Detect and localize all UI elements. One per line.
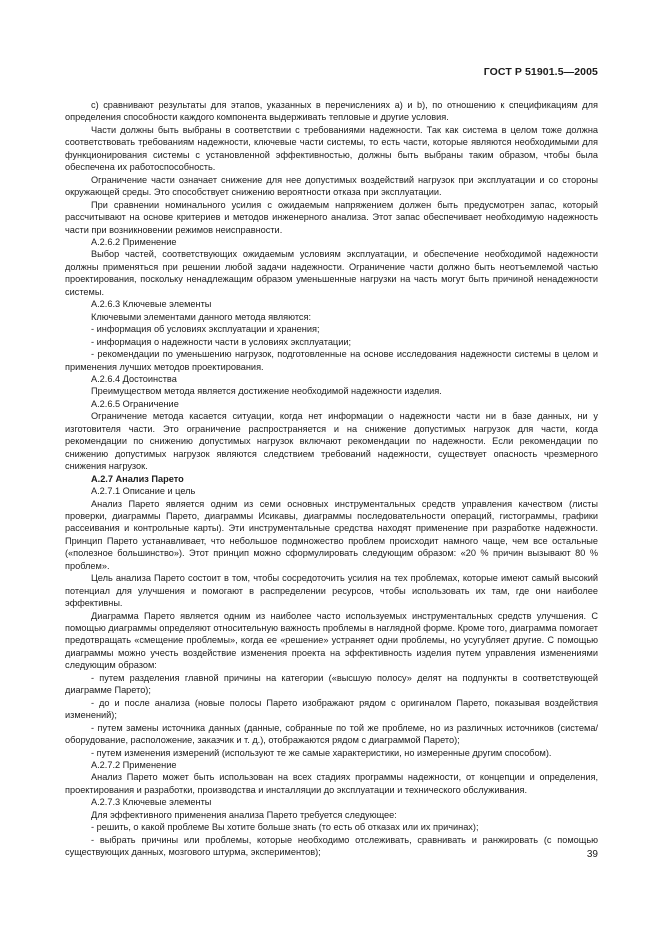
paragraph: с) сравнивают результаты для этапов, указанных в перечислениях а) и b), по отношению к спецификациям для определения способности каждого компонента выдерживать тепловые и другие условия. <box>65 100 598 123</box>
list-item: - путем разделения главной причины на категории («высшую полосу» делят на подпункты в соответствующей диаграмме Парето); <box>65 672 598 696</box>
subsection-heading: А.2.6.4 Достоинства <box>91 373 177 384</box>
list-item: - рекомендации по уменьшению нагрузок, подготовленные на основе исследования надежности системы в целом и применения лучших методов проектирования. <box>65 349 598 372</box>
paragraph: Выбор частей, соответствующих ожидаемым условиям эксплуатации, и обеспечение необходимой надежности должны применяться при решении любой задачи надежности. Ограничение части должно быть неотъемлемой частью проектирования, поскольку ненадлежащим образом уменьшенные нагрузки на часть могут быть причиной ненадежности системы. <box>65 249 598 297</box>
list-item: - информация о надежности части в условиях эксплуатации; <box>91 336 352 347</box>
subsection-heading: А.2.6.2 Применение <box>91 236 177 247</box>
list-item: - до и после анализа (новые полосы Парето изображают рядом с оригиналом Парето, показывая воздействия изменений); <box>65 697 598 721</box>
list-item: - путем замены источника данных (данные, собранные по той же проблеме, но из различных источников (система/оборудование, расположение, заказчик и т. д.), отображаются рядом с диаграммой Парето); <box>65 722 598 746</box>
list-item: - путем изменения измерений (используют те же самые характеристики, но измеренные другим способом). <box>91 747 552 758</box>
page-number: 39 <box>586 849 598 860</box>
subsection-heading: А.2.7.1 Описание и цель <box>91 486 196 497</box>
subsection-heading: А.2.6.3 Ключевые элементы <box>91 299 212 310</box>
paragraph: Ограничение части означает снижение для нее допустимых воздействий нагрузок при эксплуатации и со стороны окружающей среды. Это способствует снижению вероятности отказа при эксплуатации. <box>65 174 598 198</box>
paragraph: Ключевыми элементами данного метода являются: <box>91 311 312 322</box>
list-item: - выбрать причины или проблемы, которые необходимо отслеживать, сравнивать и ранжировать (с помощью существующих данных, мозгового штурма, экспериментов); <box>65 834 598 858</box>
paragraph: Анализ Парето является одним из семи основных инструментальных средств управления качеством (листы проверки, диаграммы Парето, диаграммы Исикавы, диаграммы последовательности операций, гистограммы, графики рассеивания и контрольные карты). Эти инструментальные средства находят применение при разработке надежности. Принцип Парето устанавливает, что небольшое подмножество проблем происходит намного чаще, чем все остальные («полезное большинство»). Этот принцип можно сформулировать следующим образом: «20 % причин вызывают 80 % проблем». <box>65 498 598 571</box>
paragraph: При сравнении номинального усилия с ожидаемым напряжением должен быть предусмотрен запас, который рассчитывают на основе критериев и методов инженерного анализа. Этот запас обеспечивает необходимую надежность части при возникновении режимов неисправности. <box>65 199 598 235</box>
subsection-heading: А.2.7.3 Ключевые элементы <box>91 797 212 808</box>
section-heading: А.2.7 Анализ Парето <box>91 473 184 484</box>
list-item: - информация об условиях эксплуатации и хранения; <box>91 324 320 335</box>
subsection-heading: А.2.7.2 Применение <box>91 760 177 771</box>
document-body <box>65 99 598 859</box>
paragraph: Цель анализа Парето состоит в том, чтобы сосредоточить усилия на тех проблемах, которые имеют самый высокий потенциал для улучшения и помогают в распределении ресурсов, чтобы использовать их там, где они наиболее эффективны. <box>65 573 598 609</box>
paragraph: Части должны быть выбраны в соответствии с требованиями надежности. Так как система в целом тоже должна соответствовать требованиям надежности, ключевые части системы, то есть части, которые являются необходимыми для функционирования системы с установленной эффективностью, должны быть выбраны таким образом, чтобы была обеспечена их работоспособность. <box>65 124 598 173</box>
paragraph: Диаграмма Парето является одним из наиболее часто используемых инструментальных средств улучшения. С помощью диаграммы определяют относительную важность проблемы в наглядной форме. Кроме того, диаграмма помогает предотвращать «смещение проблемы», когда ее «решение» устраняет одни проблемы, но усугубляет другие. С помощью диаграммы можно учесть воздействие изменения проекта на эффективность изделия путем управления изменениями следующим образом: <box>65 610 598 671</box>
paragraph: Ограничение метода касается ситуации, когда нет информации о надежности части ни в базе данных, ни у изготовителя части. Это ограничение распространяется и на снижение допустимых нагрузок для части, когда рекомендации по снижению допустимых нагрузок включают рекомендации по надежности. Если рекомендации по снижению допустимых нагрузок являются следствием требований надежности, существует опасность чрезмерного снижения нагрузок. <box>65 411 598 472</box>
subsection-heading: А.2.6.5 Ограничение <box>91 398 179 409</box>
paragraph: Преимуществом метода является достижение необходимой надежности изделия. <box>91 386 442 397</box>
paragraph: Для эффективного применения анализа Парето требуется следующее: <box>91 809 397 820</box>
list-item: - решить, о какой проблеме Вы хотите больше знать (то есть об отказах или их причинах); <box>91 822 479 833</box>
document-code-header: ГОСТ Р 51901.5—2005 <box>483 66 598 78</box>
paragraph: Анализ Парето может быть использован на всех стадиях программы надежности, от концепции и определения, проектирования и разработки, производства и инсталляции до эксплуатации и технического обслуживания. <box>65 772 598 795</box>
